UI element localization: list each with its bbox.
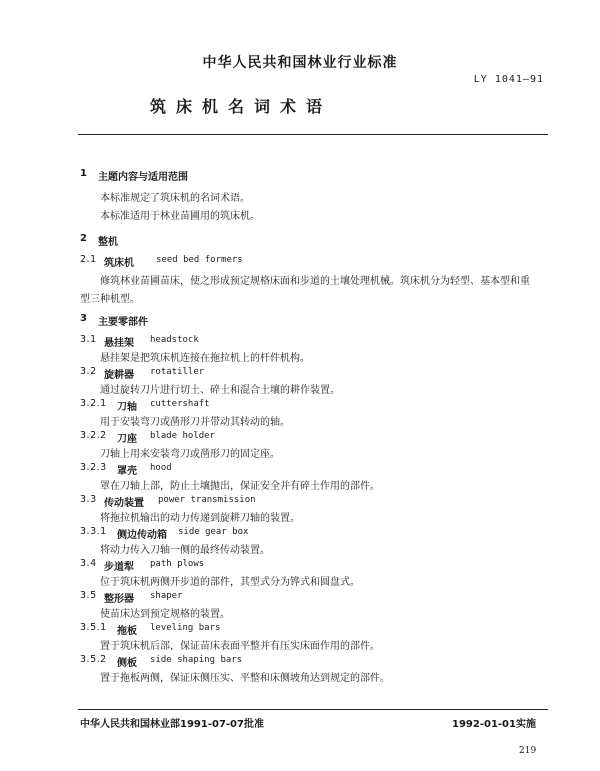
section-2-number: 2 xyxy=(80,233,87,244)
section-3-number: 3 xyxy=(80,313,87,324)
entry-3-5-term: 整形器 xyxy=(104,594,134,605)
entry-2-1-definition-line-1: 修筑林业苗圃苗床，使之形成预定规格床面和步道的土壤处理机械。筑床机分为轻型、基本型和重 xyxy=(100,276,530,287)
entry-3-3-1-number: 3.3.1 xyxy=(80,526,107,537)
standard-code: LY 1041—91 xyxy=(473,74,544,85)
entry-3-2-term: 旋耕器 xyxy=(104,370,134,381)
entry-3-5-1-english: leveling bars xyxy=(150,623,221,633)
entry-3-2-3-definition: 罩在刀轴上部，防止土壤抛出，保证安全并有碎土作用的部件。 xyxy=(100,481,380,492)
entry-3-5-english: shaper xyxy=(150,591,183,601)
section-2-title: 整机 xyxy=(98,237,118,248)
entry-3-2-number: 3.2 xyxy=(80,366,97,377)
entry-3-5-definition: 使苗床达到预定规格的装置。 xyxy=(100,609,230,620)
entry-3-2-3-english: hood xyxy=(150,463,172,473)
entry-3-5-2-english: side shaping bars xyxy=(150,655,243,665)
entry-3-2-3-term: 罩壳 xyxy=(117,466,137,477)
entry-3-5-1-term: 拖板 xyxy=(117,626,137,637)
entry-3-5-number: 3.5 xyxy=(80,590,97,601)
standard-title: 中华人民共和国林业行业标准 xyxy=(202,55,398,71)
entry-3-2-2-term: 刀座 xyxy=(117,434,137,445)
entry-2-1-english: seed bed formers xyxy=(156,255,243,265)
entry-3-5-2-definition: 置于拖板两侧，保证床侧压实、平整和床侧坡角达到规定的部件。 xyxy=(100,673,390,684)
entry-3-1-number: 3.1 xyxy=(80,334,97,345)
entry-3-5-2-number: 3.5.2 xyxy=(80,654,107,665)
entry-3-1-definition: 悬挂架是把筑床机连接在拖拉机上的杆件机构。 xyxy=(100,353,310,364)
entry-3-4-number: 3.4 xyxy=(80,558,97,569)
entry-3-4-term: 步道犁 xyxy=(104,562,134,573)
footer-divider xyxy=(78,709,548,710)
entry-2-1-number: 2.1 xyxy=(80,254,97,265)
entry-3-2-1-number: 3.2.1 xyxy=(80,398,107,409)
effective-date: 1992-01-01实施 xyxy=(452,719,536,730)
entry-3-5-2-term: 侧板 xyxy=(117,658,137,669)
entry-3-3-definition: 将拖拉机输出的动力传递到旋耕刀轴的装置。 xyxy=(100,513,300,524)
entry-3-3-1-english: side gear box xyxy=(178,527,249,537)
entry-3-2-english: rotatiller xyxy=(150,367,205,377)
header-divider xyxy=(78,134,548,135)
page-number: 219 xyxy=(519,746,537,756)
entry-3-4-english: path plows xyxy=(150,559,205,569)
document-title: 筑床机名词术语 xyxy=(150,97,333,116)
entry-3-2-1-term: 刀轴 xyxy=(117,402,137,413)
entry-2-1-term: 筑床机 xyxy=(104,258,134,269)
approval-note: 中华人民共和国林业部1991-07-07批准 xyxy=(80,719,264,730)
entry-3-3-term: 传动装置 xyxy=(104,498,144,509)
entry-3-3-number: 3.3 xyxy=(80,494,97,505)
entry-3-2-definition: 通过旋转刀片进行切土、碎土和混合土壤的耕作装置。 xyxy=(100,385,340,396)
entry-3-3-english: power transmission xyxy=(158,495,256,505)
section-1-paragraph-1: 本标准规定了筑床机的名词术语。 xyxy=(100,193,250,204)
entry-3-2-1-definition: 用于安装弯刀或凿形刀并带动其转动的轴。 xyxy=(100,417,290,428)
entry-3-3-1-term: 侧边传动箱 xyxy=(117,530,167,541)
entry-3-2-3-number: 3.2.3 xyxy=(80,462,107,473)
entry-3-5-1-number: 3.5.1 xyxy=(80,622,107,633)
entry-3-2-1-english: cuttershaft xyxy=(150,399,210,409)
entry-3-2-2-number: 3.2.2 xyxy=(80,430,107,441)
entry-3-4-definition: 位于筑床机两侧开步道的部件，其型式分为铧式和圆盘式。 xyxy=(100,577,360,588)
entry-3-2-2-definition: 刀轴上用来安装弯刀或凿形刀的固定座。 xyxy=(100,449,280,460)
entry-3-1-term: 悬挂架 xyxy=(104,338,134,349)
entry-3-1-english: headstock xyxy=(150,335,199,345)
entry-2-1-definition-line-2: 型三种机型。 xyxy=(80,294,140,305)
entry-3-2-2-english: blade holder xyxy=(150,431,216,441)
section-3-title: 主要零部件 xyxy=(98,317,148,328)
section-1-number: 1 xyxy=(80,168,87,179)
section-1-title: 主题内容与适用范围 xyxy=(98,172,188,183)
entry-3-3-1-definition: 将动力传入刀轴一侧的最终传动装置。 xyxy=(100,545,270,556)
entry-3-5-1-definition: 置于筑床机后部，保证苗床表面平整并有压实床面作用的部件。 xyxy=(100,641,380,652)
section-1-paragraph-2: 本标准适用于林业苗圃用的筑床机。 xyxy=(100,211,260,222)
